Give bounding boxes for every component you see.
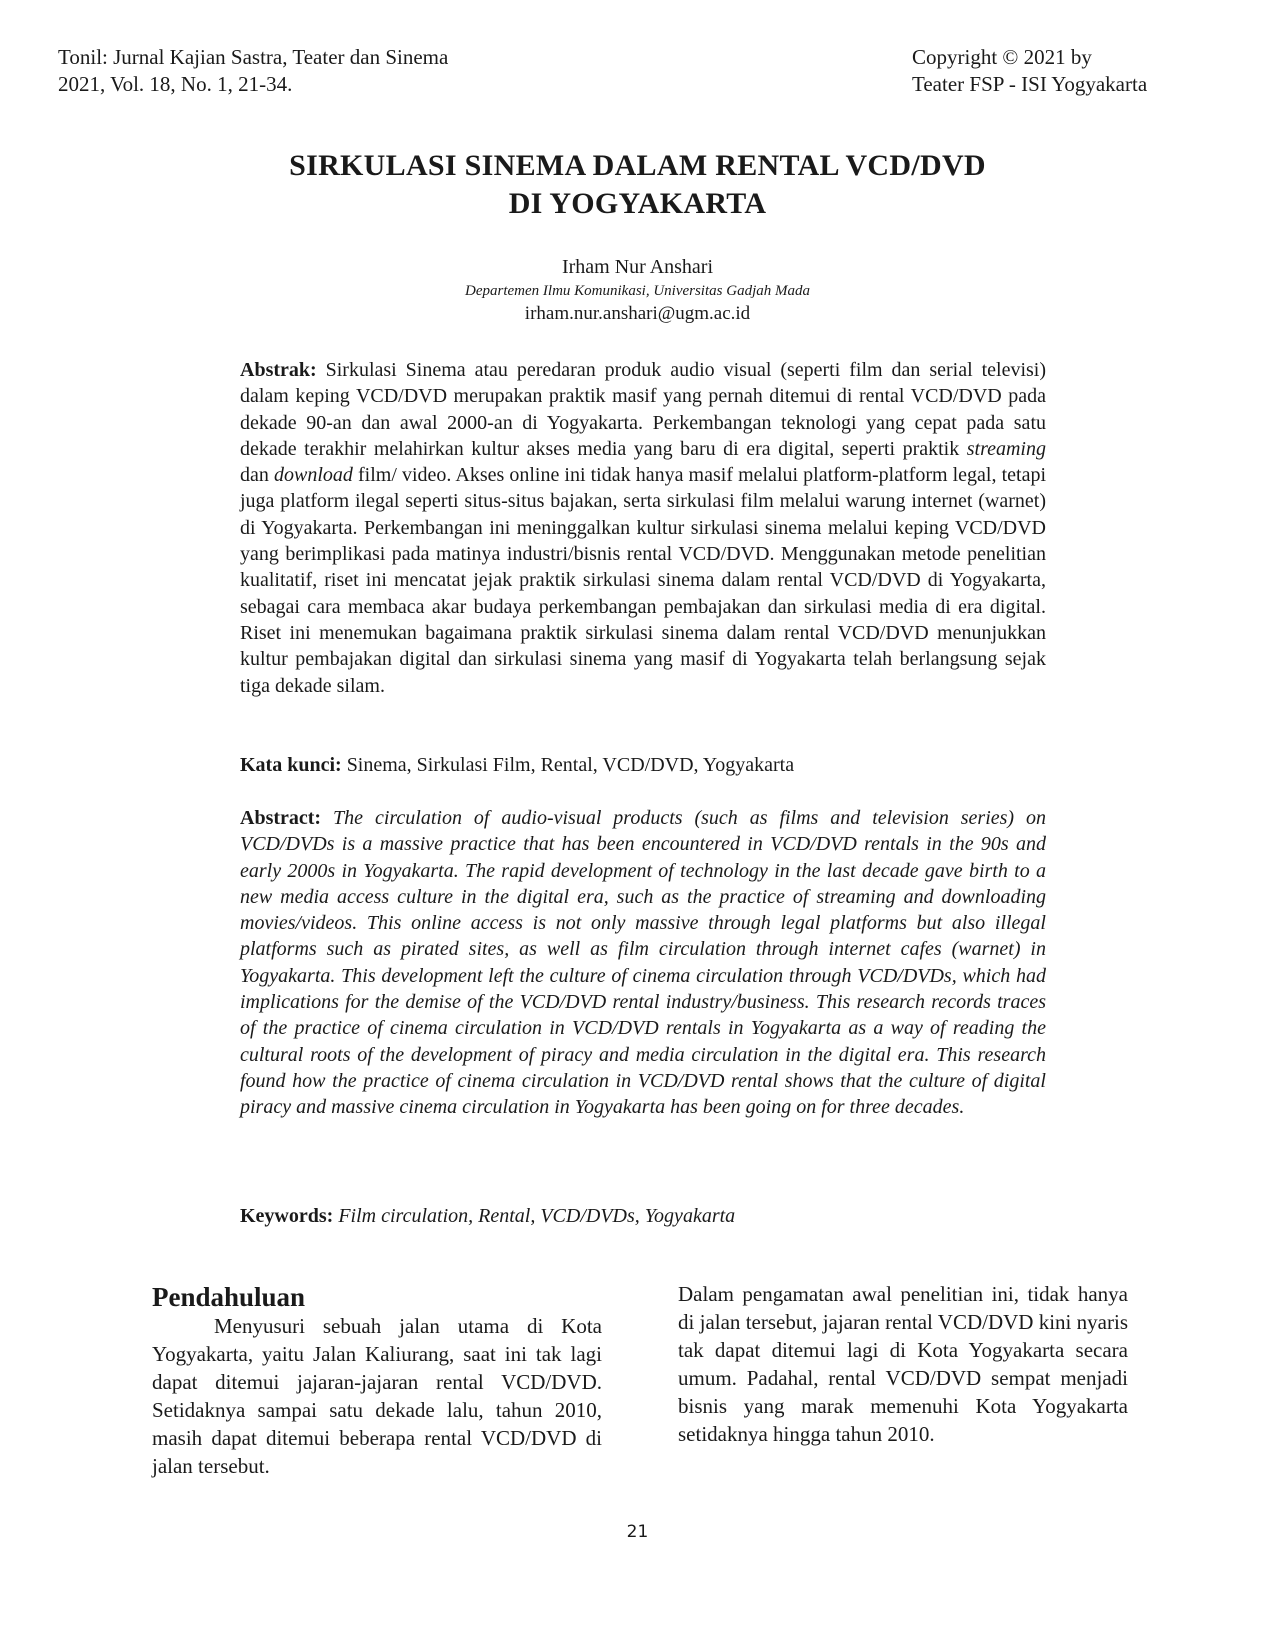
abstrak-term-download: download	[273, 464, 353, 487]
author-affiliation: Departemen Ilmu Komunikasi, Universitas Gadjah Mada	[465, 283, 810, 299]
keywords-label: Keywords:	[240, 1205, 334, 1227]
paper-title-line-1: SIRKULASI SINEMA DALAM RENTAL VCD/DVD	[289, 149, 986, 182]
author-block	[0, 254, 1275, 326]
copyright-notice	[912, 44, 1147, 98]
journal-volume: 2021, Vol. 18, No. 1, 21-34.	[58, 72, 293, 96]
author-email: irham.nur.anshari@ugm.ac.id	[524, 303, 751, 324]
abstrak-indonesian	[240, 357, 1046, 699]
kata-kunci	[240, 752, 1046, 778]
abstrak-text-3: film/ video. Akses online ini tidak hanya masif melalui platform-platform legal, tetapi juga platform ilegal seperti situs-situs bajakan, serta sirkulasi film melalui warung internet (warnet) di Yogyakarta. Perkembangan ini meninggalkan kultur sirkulasi sinema melalui keping VCD/DVD yang berimplikasi pada matinya industri/bisnis rental VCD/DVD. Menggunakan metode penelitian kualitatif, riset ini mencatat jejak praktik sirkulasi sinema dalam rental VCD/DVD di Yogyakarta, sebagai cara membaca akar budaya perkembangan pembajakan dan sirkulasi media di era digital. Riset ini menemukan bagaimana praktik sirkulasi sinema dalam rental VCD/DVD menunjukkan kultur pembajakan digital dan sirkulasi sinema yang masif di Yogyakarta telah berlangsung sejak tiga dekade silam.	[240, 464, 1047, 697]
keywords-text: Film circulation, Rental, VCD/DVDs, Yogyakarta	[338, 1205, 736, 1227]
abstrak-text-2: dan	[240, 464, 269, 487]
abstrak-label: Abstrak:	[240, 359, 317, 381]
kata-kunci-text: Sinema, Sirkulasi Film, Rental, VCD/DVD, Yogyakarta	[346, 754, 795, 776]
page-number: 21	[626, 1522, 649, 1542]
body-paragraph: Dalam pengamatan awal penelitian ini, tidak hanya di jalan tersebut, jajaran rental VCD/DVD kini nyaris tak dapat ditemui lagi di Kota Yogyakarta secara umum. Padahal, rental VCD/DVD sempat menjadi bisnis yang marak memenuhi Kota Yogyakarta setidaknya hingga tahun 2010.	[678, 1282, 1128, 1446]
section-heading: Pendahuluan	[152, 1282, 306, 1312]
abstract-english	[240, 805, 1046, 1121]
copyright-holder: Teater FSP - ISI Yogyakarta	[912, 72, 1148, 96]
journal-citation	[58, 44, 448, 98]
journal-name: Tonil: Jurnal Kajian Sastra, Teater dan Sinema	[58, 45, 449, 69]
abstrak-term-streaming: streaming	[966, 437, 1046, 460]
copyright-line: Copyright © 2021 by	[912, 45, 1092, 69]
paper-title	[0, 147, 1275, 223]
abstract-text: The circulation of audio-visual products (such as films and television series) on VCD/DVDs is a massive practice that has been encountered in VCD/DVD rentals in the 90s and early 2000s in Yogyakarta. The rapid development of technology in the last decade gave birth to a new media access culture in the digital era, such as the practice of streaming and downloading movies/videos. This online access is not only massive through legal platforms but also illegal platforms such as pirated sites, as well as film circulation through internet cafes (warnet) in Yogyakarta. This development left the culture of cinema circulation through VCD/DVDs, which had implications for the demise of the VCD/DVD rental industry/business. This research records traces of the practice of cinema circulation in VCD/DVD rentals in Yogyakarta as a way of reading the cultural roots of the development of piracy and media circulation in the digital era. This research found how the practice of cinema circulation in VCD/DVD rental shows that the culture of digital piracy and massive cinema circulation in Yogyakarta has been going on for three decades.	[240, 807, 1047, 1119]
body-paragraph: Menyusuri sebuah jalan utama di Kota Yogyakarta, yaitu Jalan Kaliurang, saat ini tak lagi dapat ditemui jajaran-jajaran rental VCD/DVD. Setidaknya sampai satu dekade lalu, tahun 2010, masih dapat ditemui beberapa rental VCD/DVD di jalan tersebut.	[152, 1314, 602, 1478]
abstrak-text-1: Sirkulasi Sinema atau peredaran produk audio visual (seperti film dan serial televisi) dalam keping VCD/DVD merupakan praktik masif yang pernah ditemui di rental VCD/DVD pada dekade 90-an dan awal 2000-an di Yogyakarta. Perkembangan teknologi yang cepat pada satu dekade terakhir melahirkan kultur akses media yang baru di era digital, seperti praktik	[240, 359, 1047, 460]
keywords	[240, 1203, 1046, 1229]
body-column-left	[152, 1280, 602, 1480]
abstract-label: Abstract:	[240, 807, 322, 829]
body-column-right	[678, 1280, 1128, 1448]
author-name: Irham Nur Anshari	[561, 256, 714, 278]
kata-kunci-label: Kata kunci:	[240, 754, 342, 776]
paper-title-line-2: DI YOGYAKARTA	[508, 187, 767, 220]
